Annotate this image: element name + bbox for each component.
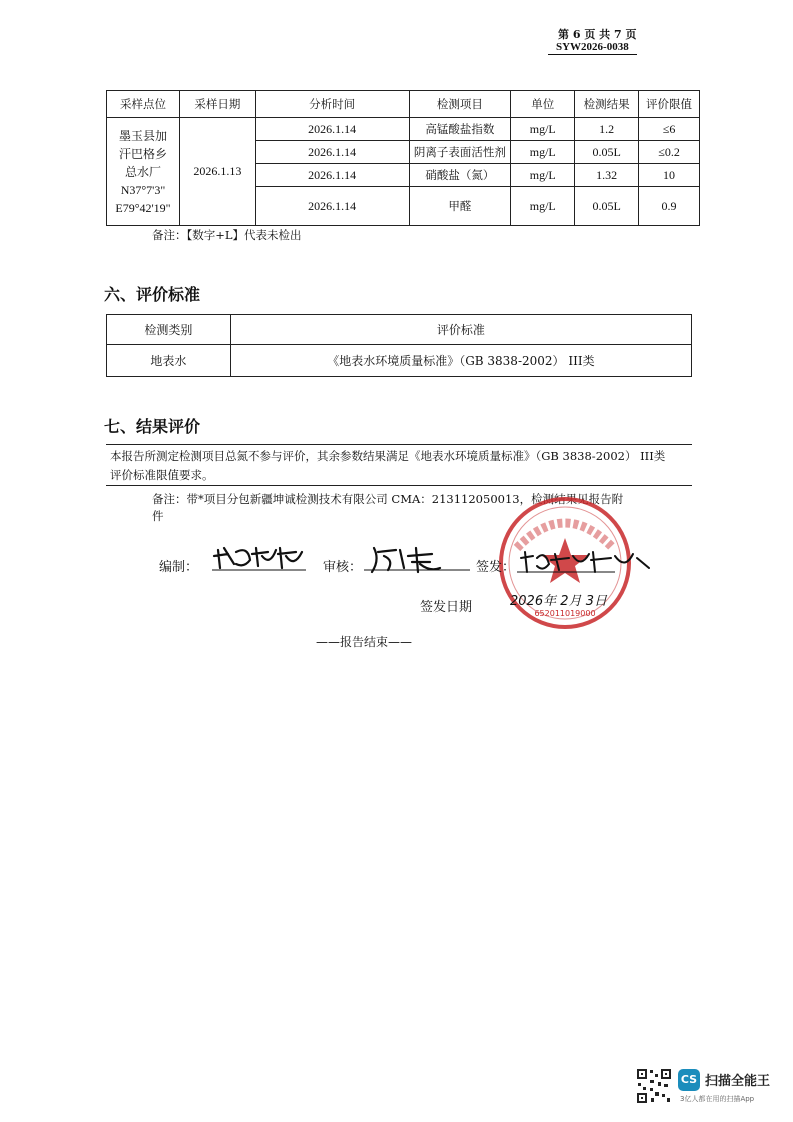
issue-date-year: 2026 [510,594,544,609]
header-unit: 单位 [511,91,575,118]
issuer-signature [515,548,653,578]
site-line: E79°42'19" [115,200,171,215]
issue-date-label: 签发日期 [420,600,473,615]
table-row [107,315,692,345]
sampling-site [107,118,180,226]
stamp-number: 652011019000 [534,609,596,618]
analysis-time: 2026.1.14 [255,141,409,164]
analysis-time: 2026.1.14 [255,164,409,187]
issue-date [510,590,607,609]
editor-signature [206,542,316,578]
result: 1.32 [575,164,639,187]
site-line: 汗巴格乡 [118,146,167,161]
header-result: 检测结果 [575,91,639,118]
item: 阴离子表面活性剂 [409,141,511,164]
header-standard: 评价标准 [230,315,691,345]
category-value: 地表水 [107,345,231,377]
header-site: 采样点位 [107,91,180,118]
issue-date-day: 3 [585,594,594,609]
section-title-evaluation: 七、结果评价 [104,417,201,436]
month-unit: 月 [568,594,582,609]
site-line: 墨玉县加 [118,128,167,143]
note-line: 备注：带*项目分包新疆坤诚检测技术有限公司 CMA：213112050013，检测结果见报告附 [152,492,624,506]
section-title-standard: 六、评价标准 [104,285,201,304]
report-number: SYW2026-0038 [548,41,637,55]
watermark-tagline: 3亿人都在用的扫描App [680,1095,755,1103]
site-line: N37°7'3" [120,182,166,197]
item: 硝酸盐（氮） [409,164,511,187]
limit: ≤0.2 [639,141,700,164]
header-analysis-time: 分析时间 [255,91,409,118]
header-category: 检测类别 [107,315,231,345]
note-line: 件 [152,509,164,523]
result: 1.2 [575,118,639,141]
table-row [107,345,692,377]
evaluation-text: 评价标准限值要求。 [110,468,214,482]
unit: mg/L [511,187,575,226]
result: 0.05L [575,187,639,226]
watermark-name: 扫描全能王 [705,1074,771,1089]
analysis-time: 2026.1.14 [255,187,409,226]
report-end: ——报告结束—— [316,635,413,649]
unit: mg/L [511,141,575,164]
reviewer-signature [360,542,472,578]
reviewer-label: 审核： [323,560,363,575]
evaluation-box [106,444,692,486]
issuer-label: 签发： [476,560,516,575]
day-unit: 日 [593,594,607,609]
camscanner-logo-icon: CS [678,1069,700,1091]
table-row [107,118,700,141]
issue-date-month: 2 [560,594,569,609]
limit: 10 [639,164,700,187]
table-note: 备注：【数字+L】代表未检出 [152,228,302,242]
item: 高锰酸盐指数 [409,118,511,141]
site-line: 总水厂 [124,164,161,179]
limit: ≤6 [639,118,700,141]
header-limit: 评价限值 [639,91,700,118]
evaluation-text: 本报告所测定检测项目总氮不参与评价，其余参数结果满足《地表水环境质量标准》（GB 3838-2002） III类 [110,449,666,463]
standard-value: 《地表水环境质量标准》（GB 3838-2002） III类 [230,345,691,377]
results-table [106,90,700,226]
standard-table [106,314,692,377]
analysis-time: 2026.1.14 [255,118,409,141]
unit: mg/L [511,164,575,187]
header-sample-date: 采样日期 [179,91,255,118]
page-number: 第 6 页 共 7 页 [558,28,637,41]
editor-label: 编制： [159,560,199,575]
year-unit: 年 [543,594,557,609]
results-header-row [107,91,700,118]
sample-date: 2026.1.13 [179,118,255,226]
limit: 0.9 [639,187,700,226]
unit: mg/L [511,118,575,141]
qr-code-icon [636,1068,672,1104]
item: 甲醛 [409,187,511,226]
result: 0.05L [575,141,639,164]
header-item: 检测项目 [409,91,511,118]
